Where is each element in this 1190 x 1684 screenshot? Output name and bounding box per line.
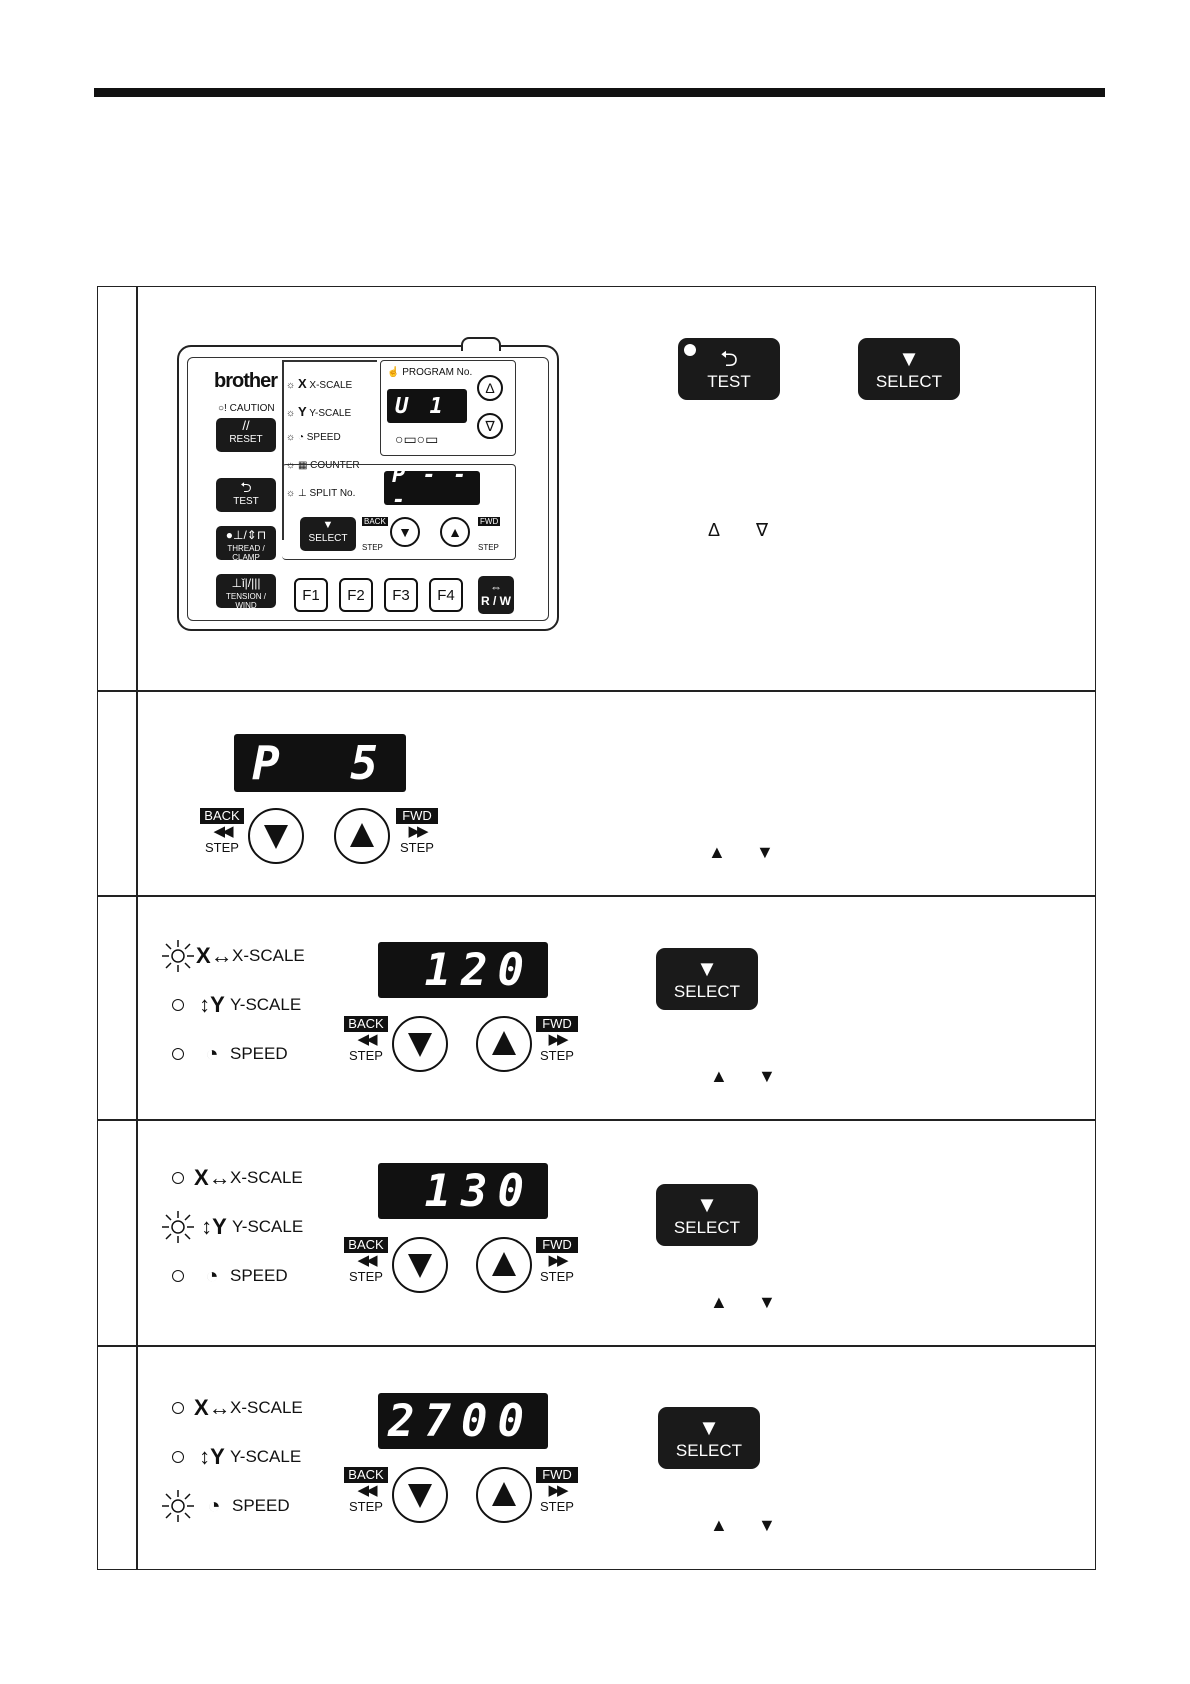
y-arrow-icon: ↕Y (199, 992, 225, 1017)
select-key-label: SELECT (673, 1218, 741, 1237)
x-scale-indicator (160, 936, 305, 976)
fwd-tag: FWD (536, 1016, 578, 1032)
rw-label: R / W (481, 594, 511, 608)
fwd-button[interactable] (334, 808, 390, 864)
indicator-list (160, 1388, 303, 1526)
split-no-indicator: ☼ ⊥ SPLIT No. (286, 488, 356, 499)
value-display: 120 (378, 942, 548, 998)
speed-indicator (160, 1034, 305, 1074)
panel-back-button[interactable]: ▼ (390, 517, 420, 547)
data-display: P - - - (384, 471, 480, 505)
value-display: 130 (378, 1163, 548, 1219)
y-scale-indicator (160, 1437, 303, 1477)
speed-gauge-icon: ◔ (207, 1493, 221, 1518)
up-triangle-icon (347, 821, 377, 851)
program-no-label: ☝ PROGRAM No. (387, 367, 473, 378)
step-label: STEP (540, 1048, 574, 1063)
step-label: STEP (540, 1499, 574, 1514)
up-solid-triangle-icon: ▲ (710, 1066, 728, 1086)
reset-label: RESET (229, 434, 263, 445)
program-section (380, 360, 516, 456)
display-value: 5 (350, 736, 388, 790)
tension-wind-button[interactable]: ⊥ǐ|/||| TENSION / WIND (216, 574, 276, 608)
unlit-lamp-icon (172, 999, 184, 1011)
test-key[interactable] (678, 338, 780, 400)
rw-button[interactable]: ⇔ R / W (478, 576, 514, 614)
select-key[interactable] (656, 948, 758, 1010)
panel-select-label: SELECT (308, 533, 348, 544)
up-solid-triangle-icon: ▲ (708, 842, 726, 862)
panel-step-label-right: STEP (478, 543, 499, 552)
select-key[interactable] (858, 338, 960, 400)
x-arrow-icon: X↔ (194, 1165, 231, 1190)
data-section (282, 464, 516, 560)
back-tag: BACK (344, 1016, 388, 1032)
panel-select-button[interactable]: ▼ SELECT (300, 517, 356, 551)
return-arrow-icon: ⮌ (720, 346, 738, 371)
fwd-step-label-group (536, 1016, 578, 1063)
down-triangle-icon (405, 1029, 435, 1059)
speed-label: SPEED (232, 1496, 290, 1515)
speed-indicator (160, 1486, 303, 1526)
mode-indicators: ○▭○▭ (395, 431, 439, 447)
unlit-lamp-icon (172, 1172, 184, 1184)
back-button[interactable] (248, 808, 304, 864)
test-button[interactable]: ⮌ TEST (216, 478, 276, 512)
program-display (234, 734, 406, 792)
back-step-label-group (344, 1237, 388, 1284)
tension-wind-label: TENSION / WIND (225, 592, 266, 610)
speed-indicator: ☼ ◔ SPEED (286, 432, 341, 443)
up-solid-triangle-icon: ▲ (710, 1515, 728, 1535)
x-scale-indicator (160, 1388, 303, 1428)
select-key-label: SELECT (875, 372, 943, 391)
panel-fwd-button[interactable]: ▲ (440, 517, 470, 547)
operation-panel (177, 345, 559, 631)
speed-label: SPEED (230, 1266, 288, 1285)
y-scale-indicator (160, 985, 305, 1025)
unlit-lamp-icon (172, 1402, 184, 1414)
thread-clamp-label: THREAD / CLAMP (227, 544, 265, 562)
fwd-tag: FWD (536, 1237, 578, 1253)
caution-label: ○! CAUTION (218, 403, 275, 414)
back-tag: BACK (200, 808, 244, 824)
fast-forward-icon: ▶▶ (548, 1252, 566, 1269)
unlit-lamp-icon (172, 1048, 184, 1060)
test-label: TEST (233, 496, 259, 507)
top-rule (94, 88, 1105, 97)
back-tag: BACK (344, 1467, 388, 1483)
panel-face (187, 357, 549, 621)
indicator-list (160, 1158, 303, 1296)
thread-clamp-button[interactable]: ●⊥/⇕⊓ THREAD / CLAMP (216, 526, 276, 560)
y-scale-label: Y-SCALE (232, 1217, 304, 1236)
back-step-label-group (344, 1016, 388, 1063)
down-triangle-icon: ▼ (696, 1192, 718, 1217)
row-divider (97, 1119, 1096, 1121)
panel-tab (461, 337, 501, 351)
fwd-tag: FWD (396, 808, 438, 824)
fast-forward-icon: ▶▶ (548, 1031, 566, 1048)
back-step-label-group (344, 1467, 388, 1514)
step-label: STEP (349, 1048, 383, 1063)
y-scale-label: Y-SCALE (230, 1447, 302, 1466)
speed-label: SPEED (230, 1044, 288, 1063)
down-solid-triangle-icon: ▼ (756, 842, 774, 862)
rewind-icon: ◀◀ (213, 823, 231, 840)
step-number-column-divider (136, 286, 138, 1570)
down-solid-triangle-icon: ▼ (758, 1515, 776, 1535)
step-label: STEP (400, 840, 434, 855)
fast-forward-icon: ▶▶ (548, 1482, 566, 1499)
lit-lamp-icon (160, 1209, 196, 1245)
down-triangle-icon (261, 821, 291, 851)
rewind-icon: ◀◀ (357, 1252, 375, 1269)
y-scale-label: Y-SCALE (230, 995, 302, 1014)
fwd-step-label-group (536, 1467, 578, 1514)
fwd-tag: FWD (536, 1467, 578, 1483)
up-solid-triangle-icon: ▲ (710, 1292, 728, 1312)
x-scale-label: X-SCALE (230, 1168, 303, 1187)
down-hollow-triangle-icon: ∇ (756, 520, 769, 540)
select-key[interactable] (658, 1407, 760, 1469)
y-arrow-icon: ↕Y (201, 1214, 227, 1239)
select-key-label: SELECT (673, 982, 741, 1001)
unlit-lamp-icon (172, 1270, 184, 1282)
back-tag: BACK (344, 1237, 388, 1253)
x-scale-label: X-SCALE (230, 1398, 303, 1417)
step-label: STEP (205, 840, 239, 855)
x-scale-label: X-SCALE (232, 946, 305, 965)
panel-step-label: STEP (362, 543, 383, 552)
indicator-list (160, 936, 305, 1074)
unlit-lamp-icon (172, 1451, 184, 1463)
fwd-button[interactable] (476, 1237, 532, 1293)
back-button[interactable] (392, 1016, 448, 1072)
row-divider (97, 895, 1096, 897)
rewind-icon: ◀◀ (357, 1031, 375, 1048)
value-display: 2700 (378, 1393, 548, 1449)
lit-lamp-icon (160, 938, 196, 974)
x-arrow-icon: X↔ (196, 943, 233, 968)
y-arrow-icon: ↕Y (199, 1444, 225, 1469)
down-triangle-icon: ▼ (698, 1415, 720, 1440)
f1-button[interactable]: F1 (294, 578, 328, 612)
down-solid-triangle-icon: ▼ (758, 1066, 776, 1086)
step-label: STEP (349, 1269, 383, 1284)
back-button[interactable] (392, 1467, 448, 1523)
x-scale-indicator: ☼ X X-SCALE (286, 376, 353, 391)
down-triangle-icon (405, 1480, 435, 1510)
select-key-label: SELECT (675, 1441, 743, 1460)
rewind-icon: ◀◀ (357, 1482, 375, 1499)
y-scale-indicator (160, 1207, 303, 1247)
f2-button[interactable]: F2 (339, 578, 373, 612)
program-number-display: U 1 (387, 389, 467, 423)
program-up-button[interactable]: Δ (477, 375, 503, 401)
step-label: STEP (349, 1499, 383, 1514)
brand-logo: brother (214, 370, 277, 392)
speed-gauge-icon: ◔ (205, 1263, 219, 1288)
up-triangle-icon (489, 1480, 519, 1510)
down-triangle-icon: ▼ (898, 346, 920, 371)
lit-lamp-icon (160, 1488, 196, 1524)
y-scale-indicator: ☼ Y Y-SCALE (286, 404, 352, 419)
test-key-label: TEST (707, 372, 751, 391)
speed-gauge-icon: ◔ (205, 1041, 219, 1066)
x-arrow-icon: X↔ (194, 1395, 231, 1420)
down-solid-triangle-icon: ▼ (758, 1292, 776, 1312)
back-step-label-group (200, 808, 244, 855)
program-down-button[interactable]: ∇ (477, 413, 503, 439)
down-triangle-icon: ▼ (696, 956, 718, 981)
fwd-step-label-group (536, 1237, 578, 1284)
f4-button[interactable]: F4 (429, 578, 463, 612)
panel-fwd-tag: FWD (480, 517, 499, 526)
f3-button[interactable]: F3 (384, 578, 418, 612)
select-key[interactable] (656, 1184, 758, 1246)
test-indicator-lamp (684, 344, 696, 356)
fwd-step-label-group (396, 808, 438, 855)
up-triangle-icon (489, 1250, 519, 1280)
up-triangle-icon (489, 1029, 519, 1059)
down-triangle-icon (405, 1250, 435, 1280)
display-prefix: P (252, 736, 290, 790)
panel-back-tag: BACK (364, 517, 386, 526)
step-label: STEP (540, 1269, 574, 1284)
up-hollow-triangle-icon: Δ (708, 520, 721, 540)
counter-indicator: ☼ ▦ COUNTER (286, 460, 360, 471)
reset-button[interactable]: // RESET (216, 418, 276, 452)
back-button[interactable] (392, 1237, 448, 1293)
fwd-button[interactable] (476, 1467, 532, 1523)
x-scale-indicator (160, 1158, 303, 1198)
row-divider (97, 690, 1096, 692)
speed-indicator (160, 1256, 303, 1296)
fwd-button[interactable] (476, 1016, 532, 1072)
fast-forward-icon: ▶▶ (408, 823, 426, 840)
row-divider (97, 1345, 1096, 1347)
